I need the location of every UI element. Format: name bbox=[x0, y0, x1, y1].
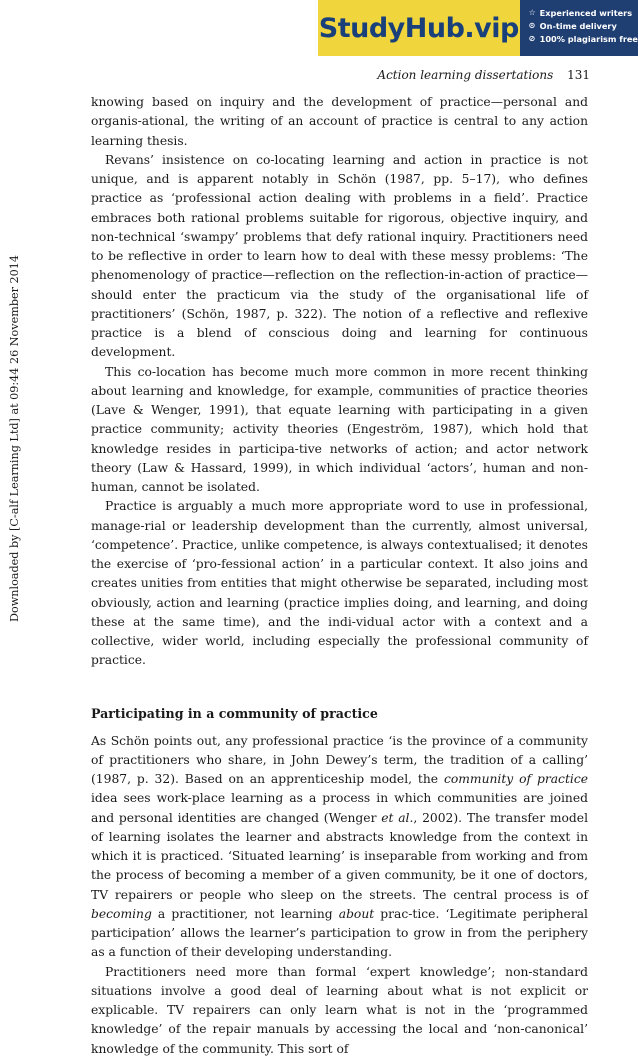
feature-experienced-writers bbox=[529, 6, 638, 19]
download-watermark: Downloaded by [C-alf Learning Ltd] at 09:44 26 November 2014 bbox=[8, 255, 21, 622]
star-icon: ☆ bbox=[528, 8, 536, 17]
text-run: a practitioner, not learning bbox=[151, 906, 339, 921]
page-number: 131 bbox=[567, 68, 590, 82]
paragraph-4: Practice is arguably a much more appropriate word to use in professional, manage-rial or leadership development than the currently, almost universal, ‘competence’. Practice, unlike competence, is always contextualised; it denotes the exercise of ‘pro-fessional action’ in a particular context. It also joins and creates unities from entities that might otherwise be separated, including most obviously, action and learning (practice implies doing, and learning, and doing these at the same time), and the indi-vidual actor with a context and a collective, wider world, including especially the professional community of practice. bbox=[91, 499, 588, 668]
text-run: idea sees work-place learning as a process in which communities are joined and personal identities are changed (Wenger bbox=[91, 791, 588, 825]
clock-icon: ⊙ bbox=[528, 21, 536, 30]
paragraph-2: Revans’ insistence on co-locating learning and action in practice is not unique, and is apparent notably in Schön (1987, pp. 5–17), who defines practice as ‘professional action dealing with problems in a field’. Practice embraces both rational problems suitable for rigorous, objective inquiry, and non-technical ‘swampy’ problems that defy rational inquiry. Practitioners need to be reflective in order to learn how to deal with these messy problems: ‘The phenomenology of practice—reflection on the reflection-in-action of practice—should enter the practicum via the study of the organisational life of practitioners’ (Schön, 1987, p. 322). The notion of a reflective and reflexive practice is a blend of conscious doing and learning for continuous development. bbox=[91, 152, 588, 360]
feature-label: 100% plagiarism free bbox=[539, 33, 638, 44]
paragraph-1: knowing based on inquiry and the development of practice—personal and organis-ational, the writing of an account of practice is central to any action learning thesis. bbox=[91, 95, 588, 148]
section-heading: Participating in a community of practice bbox=[91, 705, 378, 721]
shield-icon: ⊘ bbox=[528, 34, 536, 43]
feature-label: On-time delivery bbox=[539, 20, 617, 31]
text-run: prac-tice. ‘Legitimate peripheral participation’ allows the learner’s participation to grow in from the periphery as a function of their developing understanding. bbox=[91, 906, 588, 960]
banner-features bbox=[520, 0, 638, 56]
emphasis: becoming bbox=[91, 906, 152, 921]
feature-label: Experienced writers bbox=[539, 7, 633, 18]
studyhub-banner[interactable] bbox=[318, 0, 638, 56]
emphasis: community of practice bbox=[443, 772, 588, 786]
text-run: As Schön points out, any professional practice ‘is the province of a community of practitioners who share, in John Dewey’s term, the tradition of a calling’ (1987, p. 32). Based on an apprenticeship model, the bbox=[91, 733, 588, 786]
text-run: , 2002). The transfer model of learning isolates the learner and abstracts knowledge from the context in which it is practiced. ‘Situated learning’ is inseparable from working and from the process of becoming a member of a given community, be it one of doctors, TV repairers or people who sleep on the streets. The central process is of bbox=[91, 810, 589, 902]
emphasis: et al. bbox=[381, 810, 414, 825]
page-body bbox=[91, 93, 588, 1059]
paragraph-3: This co-location has become much more common in more recent thinking about learning and knowledge, for example, communities of practice theories (Lave & Wenger, 1991), that equate learning with participating in a given practice community; activity theories (Engeström, 1987), which hold that knowledge resides in participa-tive networks of action; and actor network theory (Law & Hassard, 1999), in which individual ‘actors’, human and non-human, cannot be isolated. bbox=[91, 364, 588, 494]
feature-on-time-delivery bbox=[529, 19, 638, 32]
emphasis: about bbox=[338, 906, 375, 921]
running-head-title: Action learning dissertations bbox=[377, 68, 554, 82]
paragraph-5 bbox=[91, 732, 588, 963]
paragraph-6: Practitioners need more than formal ‘expert knowledge’; non-standard situations involve a good deal of learning about what is not explicit or explicable. TV repairers can only learn what is not in the ‘programmed knowledge’ of the repair manuals by accessing the local and ‘non-canonical’ knowledge of the community. This sort of bbox=[91, 964, 588, 1056]
running-head bbox=[377, 68, 590, 82]
feature-plagiarism-free bbox=[529, 32, 638, 45]
studyhub-logo[interactable]: StudyHub.vip bbox=[318, 0, 520, 56]
